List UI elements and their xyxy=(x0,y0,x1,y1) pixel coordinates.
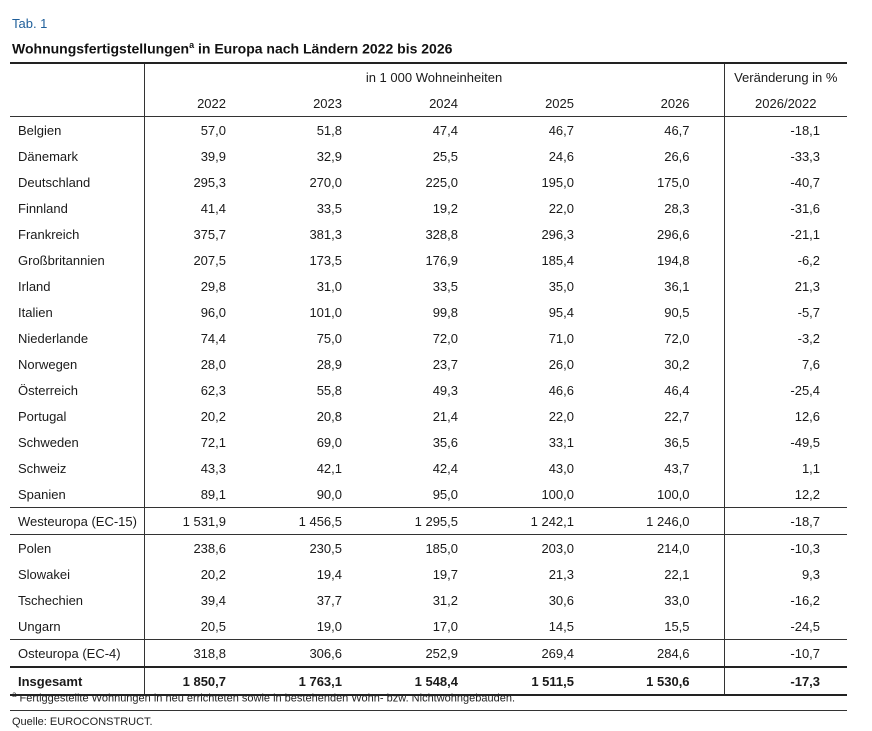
value-cell: 31,0 xyxy=(316,278,342,294)
value-cell: 15,5 xyxy=(664,618,690,634)
table-row xyxy=(10,117,847,144)
change-cell: -16,2 xyxy=(724,587,847,613)
country-cell: Dänemark xyxy=(18,148,78,164)
title-footnote-marker: a xyxy=(189,40,195,50)
value-cell: 1 531,9 xyxy=(144,508,260,535)
value-cell: 25,5 xyxy=(432,148,458,164)
value-cell: 51,8 xyxy=(316,122,342,138)
country-cell: Finnland xyxy=(18,200,68,216)
value-cell: 22,0 xyxy=(548,200,574,216)
value-cell: 207,5 xyxy=(144,247,260,273)
value-cell: 176,9 xyxy=(425,252,458,268)
value-cell: 43,0 xyxy=(548,460,574,476)
value-cell: 89,1 xyxy=(144,481,260,508)
value-cell: 20,2 xyxy=(144,561,260,587)
value-cell: 381,3 xyxy=(309,226,342,242)
change-header: Veränderung in % xyxy=(724,63,847,90)
value-cell: 21,3 xyxy=(548,566,574,582)
value-cell: 46,7 xyxy=(548,122,574,138)
subtotal-row-west xyxy=(10,508,847,535)
table-row xyxy=(10,377,847,403)
value-cell: 1 530,6 xyxy=(608,667,724,695)
value-cell: 33,5 xyxy=(432,278,458,294)
value-cell: 295,3 xyxy=(144,169,260,195)
table-row xyxy=(10,535,847,562)
value-cell: 230,5 xyxy=(309,540,342,556)
value-cell: 296,6 xyxy=(656,226,690,242)
value-cell: 32,9 xyxy=(316,148,342,164)
value-cell: 100,0 xyxy=(656,486,690,502)
year-header: 2024 xyxy=(376,90,492,117)
value-cell: 1 242,1 xyxy=(492,508,608,535)
change-cell: 12,6 xyxy=(724,403,847,429)
value-cell: 1 456,5 xyxy=(260,508,376,535)
value-cell: 35,6 xyxy=(432,434,458,450)
value-cell: 238,6 xyxy=(144,535,260,562)
change-cell: 7,6 xyxy=(724,351,847,377)
value-cell: 39,4 xyxy=(144,587,260,613)
value-cell: 96,0 xyxy=(144,299,260,325)
value-cell: 28,3 xyxy=(664,200,690,216)
value-cell: 74,4 xyxy=(144,325,260,351)
value-cell: 1 548,4 xyxy=(376,667,492,695)
table-row xyxy=(10,169,847,195)
change-cell: -21,1 xyxy=(724,221,847,247)
value-cell: 306,6 xyxy=(260,640,376,668)
table-row xyxy=(10,481,847,508)
change-cell: -31,6 xyxy=(724,195,847,221)
value-cell: 42,4 xyxy=(432,460,458,476)
country-cell: Schweiz xyxy=(18,460,67,476)
change-cell: -18,1 xyxy=(724,117,847,144)
value-cell: 1 246,0 xyxy=(608,508,724,535)
value-cell: 29,8 xyxy=(144,273,260,299)
change-cell: -10,3 xyxy=(724,535,847,562)
table-row xyxy=(10,273,847,299)
value-cell: 24,6 xyxy=(548,148,574,164)
value-cell: 101,0 xyxy=(309,304,342,320)
value-cell: 62,3 xyxy=(144,377,260,403)
value-cell: 17,0 xyxy=(432,618,458,634)
value-cell: 20,5 xyxy=(144,613,260,640)
value-cell: 318,8 xyxy=(144,640,260,668)
value-cell: 296,3 xyxy=(541,226,574,242)
value-cell: 269,4 xyxy=(492,640,608,668)
change-cell: -18,7 xyxy=(724,508,847,535)
change-cell: -25,4 xyxy=(724,377,847,403)
value-cell: 41,4 xyxy=(144,195,260,221)
value-cell: 36,5 xyxy=(664,434,690,450)
footnote xyxy=(12,690,515,705)
change-cell: -17,3 xyxy=(724,667,847,695)
value-cell: 69,0 xyxy=(316,434,342,450)
value-cell: 19,4 xyxy=(316,566,342,582)
table-title xyxy=(12,40,452,57)
country-cell: Ungarn xyxy=(18,618,61,634)
change-period-header: 2026/2022 xyxy=(724,90,847,117)
value-cell: 39,9 xyxy=(144,143,260,169)
change-cell: -33,3 xyxy=(724,143,847,169)
change-cell: 12,2 xyxy=(724,481,847,508)
value-cell: 270,0 xyxy=(309,174,342,190)
country-cell: Insgesamt xyxy=(10,667,144,695)
country-cell: Norwegen xyxy=(18,356,78,372)
value-cell: 71,0 xyxy=(548,330,574,346)
header-corner-bottom xyxy=(10,90,144,117)
value-cell: 214,0 xyxy=(656,540,690,556)
footnote-text: Fertiggestellte Wohnungen in neu errichteten sowie in bestehenden Wohn- bzw. Nichtwohngebäuden. xyxy=(16,692,516,705)
table-row xyxy=(10,143,847,169)
country-cell: Irland xyxy=(18,278,51,294)
table-row xyxy=(10,247,847,273)
country-cell: Großbritannien xyxy=(18,252,105,268)
country-cell: Deutschland xyxy=(18,174,91,190)
value-cell: 19,0 xyxy=(316,618,342,634)
change-cell: 9,3 xyxy=(724,561,847,587)
country-cell: Polen xyxy=(18,540,52,556)
table-row xyxy=(10,587,847,613)
footnote-marker: a xyxy=(12,690,17,699)
value-cell: 14,5 xyxy=(548,618,574,634)
table-row xyxy=(10,561,847,587)
value-cell: 30,2 xyxy=(664,356,690,372)
footer-rule xyxy=(10,710,847,711)
value-cell: 43,3 xyxy=(144,455,260,481)
unit-header: in 1 000 Wohneinheiten xyxy=(144,63,724,90)
value-cell: 95,0 xyxy=(432,486,458,502)
table-row xyxy=(10,195,847,221)
table-body xyxy=(10,117,847,696)
value-cell: 33,0 xyxy=(664,592,690,608)
value-cell: 328,8 xyxy=(425,226,458,242)
value-cell: 1 850,7 xyxy=(144,667,260,695)
value-cell: 22,1 xyxy=(664,566,690,582)
value-cell: 22,0 xyxy=(548,408,574,424)
value-cell: 36,1 xyxy=(664,278,690,294)
value-cell: 72,0 xyxy=(432,330,458,346)
value-cell: 33,1 xyxy=(548,434,574,450)
change-cell: -49,5 xyxy=(724,429,847,455)
value-cell: 26,0 xyxy=(548,356,574,372)
change-cell: -6,2 xyxy=(724,247,847,273)
country-cell: Niederlande xyxy=(18,330,89,346)
country-cell: Österreich xyxy=(18,382,78,398)
value-cell: 35,0 xyxy=(548,278,574,294)
data-table xyxy=(10,62,847,696)
change-cell: -10,7 xyxy=(724,640,847,668)
value-cell: 43,7 xyxy=(664,460,690,476)
country-cell: Belgien xyxy=(18,122,62,138)
value-cell: 19,7 xyxy=(432,566,458,582)
table-row xyxy=(10,299,847,325)
value-cell: 90,5 xyxy=(664,304,690,320)
country-cell: Frankreich xyxy=(18,226,80,242)
table-row xyxy=(10,351,847,377)
country-cell: Slowakei xyxy=(18,566,71,582)
country-cell: Schweden xyxy=(18,434,79,450)
country-cell: Westeuropa (EC-15) xyxy=(10,508,144,535)
year-header: 2026 xyxy=(608,90,724,117)
table-row xyxy=(10,403,847,429)
value-cell: 90,0 xyxy=(316,486,342,502)
change-cell: -40,7 xyxy=(724,169,847,195)
source-note: Quelle: EUROCONSTRUCT. xyxy=(12,716,153,728)
country-cell: Italien xyxy=(18,304,53,320)
value-cell: 28,0 xyxy=(144,351,260,377)
value-cell: 19,2 xyxy=(432,200,458,216)
value-cell: 49,3 xyxy=(432,382,458,398)
value-cell: 46,4 xyxy=(664,382,690,398)
value-cell: 26,6 xyxy=(664,148,690,164)
value-cell: 57,0 xyxy=(144,117,260,144)
value-cell: 75,0 xyxy=(316,330,342,346)
value-cell: 47,4 xyxy=(432,122,458,138)
year-header: 2023 xyxy=(260,90,376,117)
value-cell: 185,4 xyxy=(541,252,574,268)
country-cell: Osteuropa (EC-4) xyxy=(10,640,144,668)
value-cell: 1 511,5 xyxy=(492,667,608,695)
value-cell: 173,5 xyxy=(309,252,342,268)
value-cell: 203,0 xyxy=(541,540,574,556)
value-cell: 195,0 xyxy=(541,174,574,190)
value-cell: 95,4 xyxy=(548,304,574,320)
year-header: 2025 xyxy=(492,90,608,117)
subtotal-row-east xyxy=(10,640,847,668)
value-cell: 30,6 xyxy=(548,592,574,608)
change-cell: -3,2 xyxy=(724,325,847,351)
change-cell: -5,7 xyxy=(724,299,847,325)
value-cell: 22,7 xyxy=(664,408,690,424)
value-cell: 72,1 xyxy=(144,429,260,455)
value-cell: 46,7 xyxy=(664,122,690,138)
title-text: Wohnungsfertigstellungen xyxy=(12,40,190,57)
value-cell: 72,0 xyxy=(664,330,690,346)
value-cell: 20,8 xyxy=(316,408,342,424)
country-cell: Spanien xyxy=(18,486,66,502)
value-cell: 1 763,1 xyxy=(260,667,376,695)
value-cell: 55,8 xyxy=(316,382,342,398)
value-cell: 284,6 xyxy=(608,640,724,668)
value-cell: 37,7 xyxy=(316,592,342,608)
value-cell: 20,2 xyxy=(144,403,260,429)
change-cell: -24,5 xyxy=(724,613,847,640)
country-cell: Tschechien xyxy=(18,592,84,608)
value-cell: 252,9 xyxy=(376,640,492,668)
year-header: 2022 xyxy=(144,90,260,117)
value-cell: 175,0 xyxy=(656,174,690,190)
table-row xyxy=(10,221,847,247)
value-cell: 42,1 xyxy=(316,460,342,476)
value-cell: 21,4 xyxy=(432,408,458,424)
change-cell: 1,1 xyxy=(724,455,847,481)
value-cell: 46,6 xyxy=(548,382,574,398)
table-row xyxy=(10,613,847,640)
value-cell: 1 295,5 xyxy=(376,508,492,535)
value-cell: 194,8 xyxy=(656,252,690,268)
value-cell: 375,7 xyxy=(144,221,260,247)
table-row xyxy=(10,455,847,481)
value-cell: 31,2 xyxy=(432,592,458,608)
value-cell: 185,0 xyxy=(425,540,458,556)
change-cell: 21,3 xyxy=(724,273,847,299)
value-cell: 23,7 xyxy=(432,356,458,372)
header-corner xyxy=(10,63,144,90)
table-label: Tab. 1 xyxy=(12,16,48,31)
title-rest: in Europa nach Ländern 2022 bis 2026 xyxy=(194,40,453,57)
value-cell: 33,5 xyxy=(316,200,342,216)
value-cell: 225,0 xyxy=(425,174,458,190)
country-cell: Portugal xyxy=(18,408,67,424)
value-cell: 100,0 xyxy=(541,486,574,502)
value-cell: 28,9 xyxy=(316,356,342,372)
table-row xyxy=(10,429,847,455)
value-cell: 99,8 xyxy=(432,304,458,320)
table-row xyxy=(10,325,847,351)
